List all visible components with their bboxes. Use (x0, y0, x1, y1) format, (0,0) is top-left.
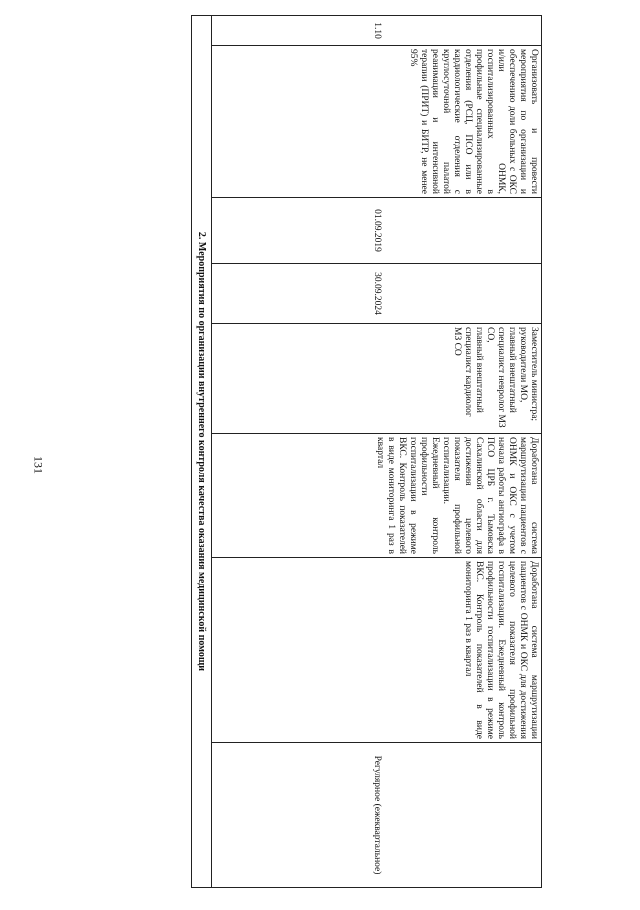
activity-cell: Организовать и провести мероприятия по организации и обеспечению доли больных с ОКС и/или ОНМК, госпитализированных в профильные специализированные отделения (РСЦ, ПСО или в кардиологические отделения с круглосуточной палатой реанимации и интенсивной терапии (ПРИТ) и БИТР, не менее 95% (212, 46, 542, 198)
responsible-line: главный внештатный специалист невролог МЗ СО, (485, 327, 517, 428)
measures-table (191, 15, 542, 888)
end-date-cell: 30.09.2024 (212, 264, 542, 324)
table-row (212, 16, 542, 888)
section-row (192, 16, 212, 888)
rotated-table-container (192, 15, 542, 887)
section-title: 2. Мероприятия по организации внутреннего контроля качества оказания медицинской помощи (192, 16, 212, 888)
start-date-cell: 01.09.2019 (212, 198, 542, 264)
responsible-cell (212, 324, 542, 434)
frequency-cell: Регулярное (ежеквартальное) (212, 743, 542, 888)
indicator-cell: Доработана система маршрутизации пациентов с ОНМК и ОКС для достижения целевого показателя профильной госпитализации. Ежедневный контроль профильности госпитализации в режиме ВКС. Контроль показателей в виде мониторинга 1 раз в квартал (212, 558, 542, 743)
responsible-line: главный внештатный специалист кардиолог МЗ СО (452, 327, 484, 417)
row-number: 1.10 (212, 16, 542, 46)
responsible-line: Заместитель министра; руководители МО, (518, 327, 539, 422)
page-number: 131 (31, 456, 46, 474)
result-cell: Доработана система маршрутизации пациентов с ОНМК и ОКС с учетом начала работы ангиографа в ПСО ЦРБ г. Тымовска Сахалинской области для достижения целевого показателя профильной госпитализации. Ежедневный контроль профильности госпитализации в режиме ВКС. Контроль показателей в виде мониторинга 1 раз в квартал (212, 434, 542, 558)
